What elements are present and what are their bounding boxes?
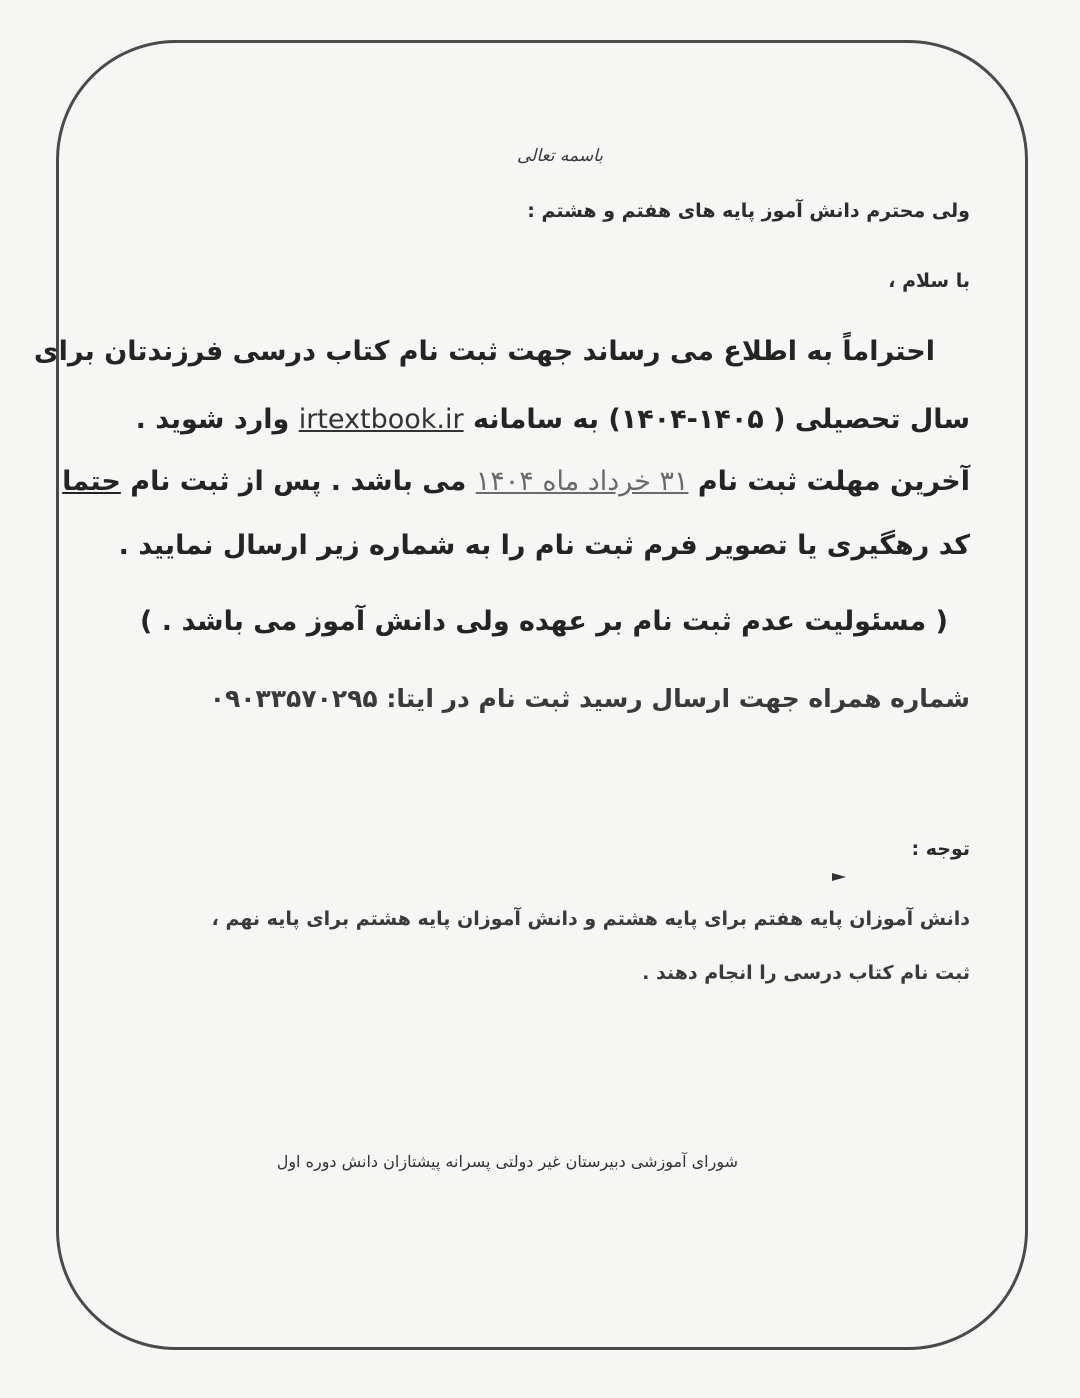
body-line-3-middle: می باشد . پس از ثبت نام [130, 466, 467, 497]
signature-footer: شورای آموزشی دبیرستان غیر دولتی پسرانه پیشتازان دانش دوره اول [276, 1152, 738, 1171]
website-link[interactable]: irtextbook.ir [298, 404, 464, 435]
emphasis-word: حتما [62, 466, 121, 497]
note-line-2: ثبت نام کتاب درسی را انجام دهند . [642, 962, 970, 984]
body-line-3-start: آخرین مهلت ثبت نام [697, 466, 970, 497]
scan-mark [832, 873, 846, 881]
body-line-3 [62, 466, 970, 497]
note-line-1: دانش آموزان پایه هفتم برای پایه هشتم و دانش آموزان پایه هشتم برای پایه نهم ، [211, 908, 970, 930]
body-line-1: احتراماً به اطلاع می رساند جهت ثبت نام کتاب درسی فرزندتان برای [33, 336, 935, 367]
note-title: توجه : [911, 838, 970, 860]
body-line-4: کد رهگیری یا تصویر فرم ثبت نام را به شماره زیر ارسال نمایید . [118, 530, 970, 561]
phone-number: ۰۹۰۳۳۵۷۰۲۹۵ [209, 684, 378, 713]
body-line-2 [136, 404, 970, 435]
heading: باسمه تعالی [517, 146, 603, 166]
greeting: با سلام ، [888, 270, 970, 292]
phone-line [210, 684, 970, 713]
body-line-2-end: وارد شوید . [135, 404, 290, 435]
responsibility-note: ( مسئولیت عدم ثبت نام بر عهده ولی دانش آموز می باشد . ) [140, 606, 948, 637]
phone-label: شماره همراه جهت ارسال رسید ثبت نام در ایتا: [386, 684, 970, 713]
body-line-2-start: سال تحصیلی ( ۱۴۰۵-۱۴۰۴) به سامانه [473, 404, 970, 435]
deadline-date: ۳۱ خرداد ماه ۱۴۰۴ [475, 466, 689, 497]
salutation: ولی محترم دانش آموز پایه های هفتم و هشتم : [527, 200, 970, 222]
